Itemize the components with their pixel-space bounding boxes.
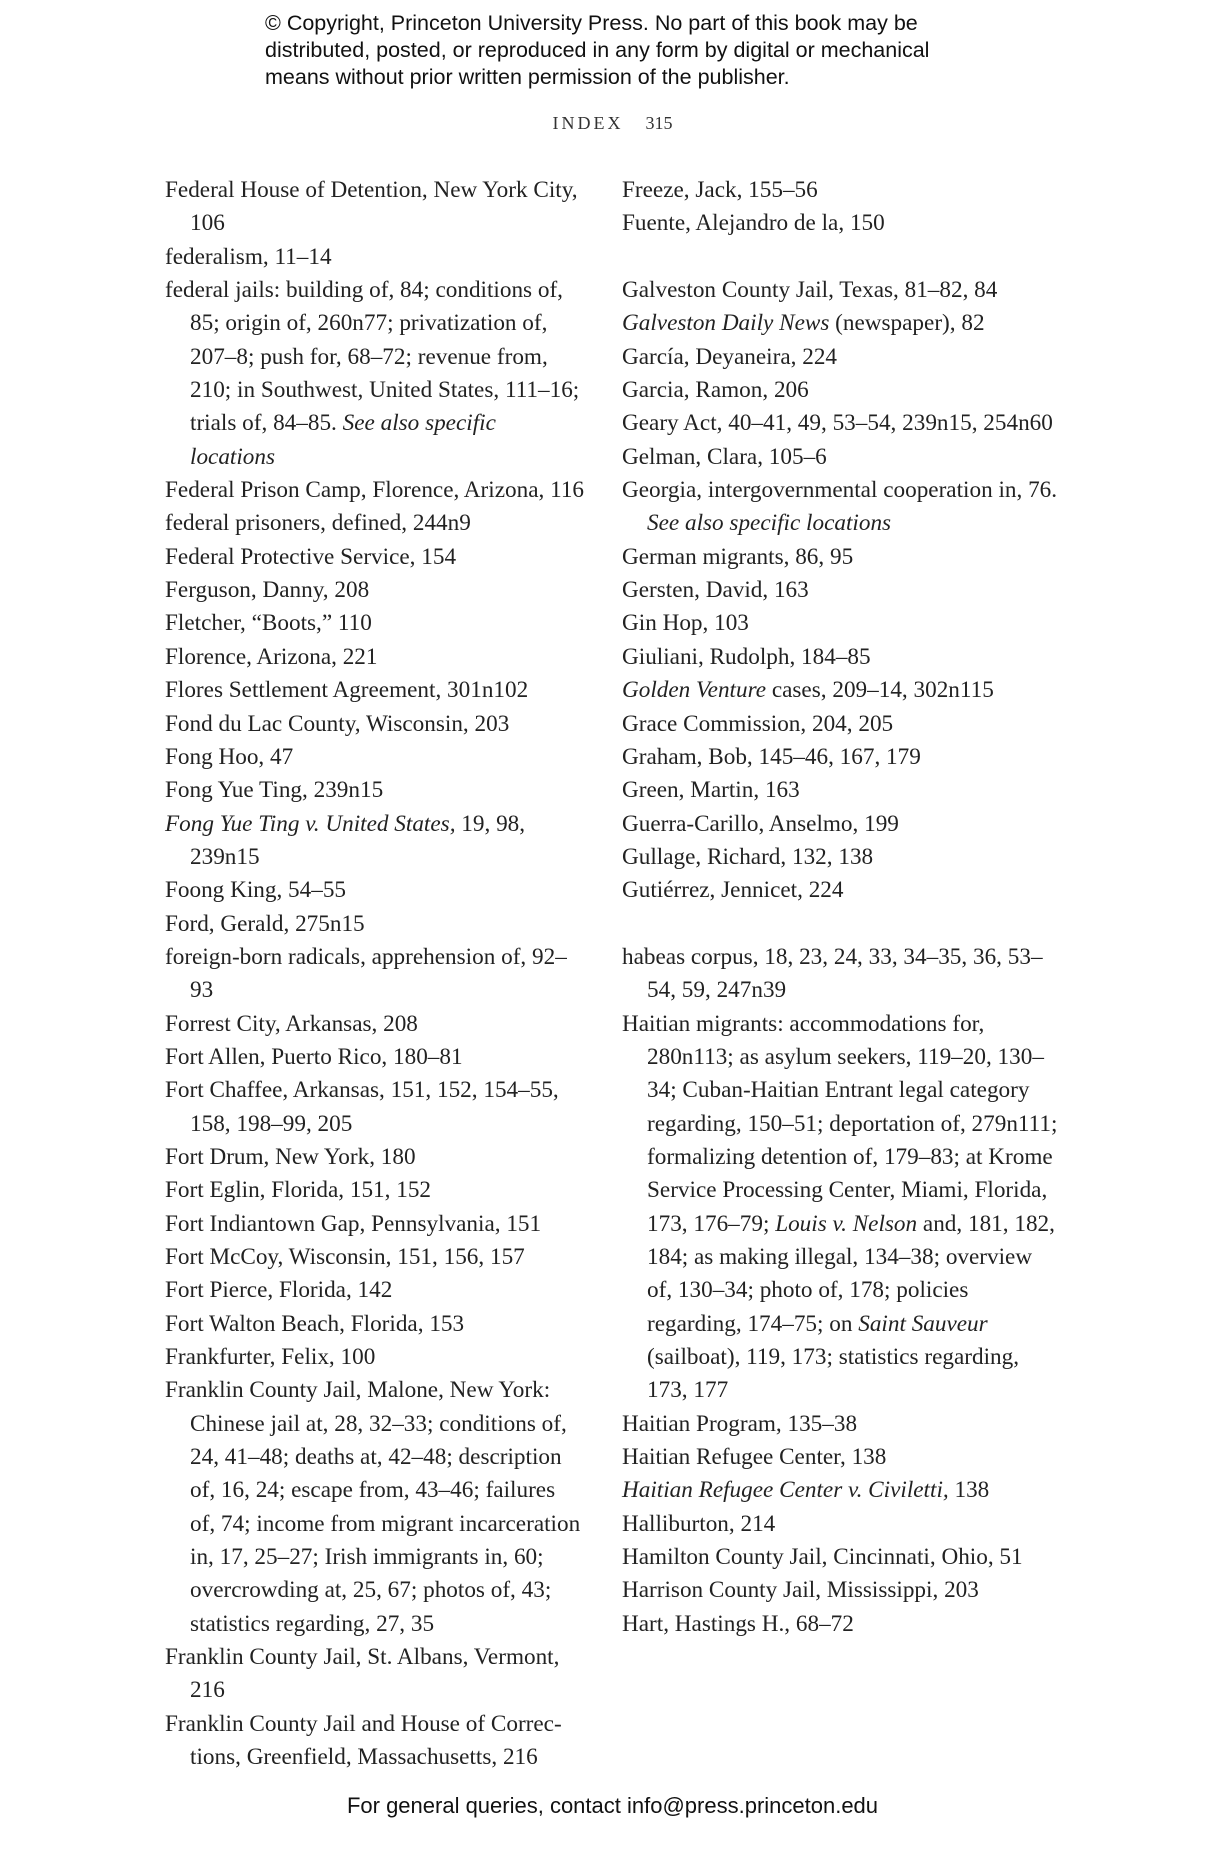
index-entry-italic: Haitian Refugee Center v. Civiletti, <box>622 1477 949 1504</box>
index-entry <box>622 407 1062 440</box>
index-entry <box>622 808 1062 841</box>
letter-gap <box>622 908 1062 941</box>
index-entry-italic: Fong Yue Ting v. United States, <box>165 810 456 837</box>
index-entry <box>165 1008 585 1041</box>
index-entry-text: Gin Hop, 103 <box>622 610 749 637</box>
index-entry-text: Garcia, Ramon, 206 <box>622 377 809 404</box>
index-entry <box>622 574 1062 607</box>
index-entry-text: Graham, Bob, 145–46, 167, 179 <box>622 743 921 770</box>
index-entry <box>165 1174 585 1207</box>
index-entry-text: Fong Yue Ting, 239n15 <box>165 777 384 804</box>
index-entry-italic: See also specific locations <box>647 510 892 537</box>
index-entry-text: German migrants, 86, 95 <box>622 543 854 570</box>
index-entry <box>165 1341 585 1374</box>
index-entry <box>622 274 1062 307</box>
index-entry-text: Foong King, 54–55 <box>165 877 347 904</box>
index-entry <box>622 541 1062 574</box>
index-entry-text: Frankfurter, Felix, 100 <box>165 1344 376 1371</box>
index-entry <box>165 1708 585 1775</box>
index-entry-text: (newspaper), 82 <box>829 310 985 337</box>
index-entry-text: Fort Chaffee, Arkansas, 151, 152, 154–55, 158, 198–99, 205 <box>165 1077 559 1137</box>
index-entry-text: 138 <box>948 1477 990 1504</box>
index-entry <box>622 874 1062 907</box>
index-entry-text: Hamilton County Jail, Cincinnati, Ohio, 51 <box>622 1544 1023 1571</box>
index-entry-text: federal jails: building of, 84; conditions of, 85; origin of, 260n77; privatization of, 207–8; push for, 68–72; revenue from, 210; in Southwest, United States, 111–16; trials of, 84–85. <box>165 277 580 437</box>
index-entry-italic: Golden Venture <box>622 677 767 704</box>
index-entry <box>165 774 585 807</box>
index-entry <box>165 274 585 474</box>
index-entry-text: Galveston County Jail, Texas, 81–82, 84 <box>622 277 998 304</box>
index-entry <box>165 1074 585 1141</box>
index-entry <box>165 1641 585 1708</box>
footer-contact: For general queries, contact info@press.princeton.edu <box>346 1793 879 1818</box>
index-entry <box>165 1208 585 1241</box>
index-entry-text: Green, Martin, 163 <box>622 777 800 804</box>
index-entry-text: Fort Indiantown Gap, Pennsylvania, 151 <box>165 1210 542 1237</box>
index-entry-text: federalism, 11–14 <box>165 243 332 270</box>
index-entry-text: Fuente, Alejandro de la, 150 <box>622 210 885 237</box>
index-entry-text: Ford, Gerald, 275n15 <box>165 910 365 937</box>
index-entry-italic: See also specific locations <box>190 410 496 470</box>
index-entry <box>622 307 1062 340</box>
index-entry-text: Fletcher, “Boots,” 110 <box>165 610 372 637</box>
index-entry-text: Florence, Arizona, 221 <box>165 643 378 670</box>
copyright-line: means without prior written permission of the publisher. <box>265 65 790 89</box>
index-entry <box>165 1141 585 1174</box>
index-entry-text: habeas corpus, 18, 23, 24, 33, 34–35, 36, 53–54, 59, 247n39 <box>622 943 1043 1004</box>
running-head <box>0 113 1225 134</box>
index-entry <box>165 674 585 707</box>
index-entry <box>622 708 1062 741</box>
index-entry <box>165 708 585 741</box>
index-entry <box>165 174 585 241</box>
index-entry-text: Gelman, Clara, 105–6 <box>622 443 827 470</box>
index-entry <box>165 1041 585 1074</box>
index-entry <box>622 841 1062 874</box>
index-entry-text: foreign-born radicals, apprehension of, 92–93 <box>165 943 567 1004</box>
index-entry <box>165 607 585 640</box>
index-entry <box>622 374 1062 407</box>
index-entry <box>165 908 585 941</box>
index-entry <box>165 874 585 907</box>
index-entry-text: (sailboat), 119, 173; statistics regarding, 173, 177 <box>647 1344 1019 1404</box>
index-entry-text: Fort Eglin, Florida, 151, 152 <box>165 1177 432 1204</box>
index-entry <box>165 574 585 607</box>
index-entry-italic: Saint Sauveur <box>858 1310 988 1337</box>
index-entry-text: Franklin County Jail, St. Albans, Vermont, 216 <box>165 1644 560 1704</box>
index-column-left <box>165 174 585 1775</box>
index-entry-text: Haitian migrants: accommodations for, 280n113; as asylum seekers, 119–20, 130–34; Cuban-Haitian Entrant legal category regarding, 150–51; deportation of, 279n111; formalizing detention of, 179–83; at Krome Service Processing Center, Miami, Florida, 173, 176–79; <box>622 1010 1058 1237</box>
index-entry <box>622 341 1062 374</box>
index-entry <box>165 1241 585 1274</box>
index-entry-text: Harrison County Jail, Mississippi, 203 <box>622 1577 979 1604</box>
index-entry <box>165 474 585 507</box>
index-entry-text: Fong Hoo, 47 <box>165 743 294 770</box>
index-entry <box>165 641 585 674</box>
index-entry-text: and, 181, 182, 184; as making illegal, 134–38; overview of, 130–34; photo of, 178; policies regarding, 174–75; on <box>647 1210 1055 1337</box>
index-entry <box>165 1274 585 1307</box>
index-entry <box>165 1308 585 1341</box>
index-entry <box>622 941 1062 1008</box>
index-entry <box>165 741 585 774</box>
index-entry <box>622 1574 1062 1607</box>
index-entry-text: Forrest City, Arkansas, 208 <box>165 1010 418 1037</box>
index-entry-text: Gutiérrez, Jennicet, 224 <box>622 877 844 904</box>
index-entry-text: Franklin County Jail, Malone, New York: Chinese jail at, 28, 32–33; conditions of, 24, 41–48; deaths at, 42–48; description of, 16, 24; escape from, 43–46; failures of, 74; income from migrant incarceration in, 17, 25–27; Irish immigrants in, 60; overcrowding at, 25, 67; photos of, 43; statistics regarding, 27, 35 <box>165 1377 581 1637</box>
index-entry <box>165 1374 585 1641</box>
copyright-line: © Copyright, Princeton University Press. No part of this book may be <box>265 11 918 35</box>
index-entry-italic: Louis v. Nelson <box>775 1210 918 1237</box>
index-entry <box>622 474 1062 541</box>
index-entry-italic: Galveston Daily News <box>622 310 830 337</box>
index-entry-text: Fort Walton Beach, Florida, 153 <box>165 1310 465 1337</box>
index-entry <box>622 1408 1062 1441</box>
index-entry-text: Geary Act, 40–41, 49, 53–54, 239n15, 254n60 <box>622 410 1053 437</box>
index-entry <box>622 1508 1062 1541</box>
index-entry <box>622 1008 1062 1408</box>
index-entry-text: Fond du Lac County, Wisconsin, 203 <box>165 710 510 737</box>
index-entry <box>165 507 585 540</box>
index-entry <box>165 241 585 274</box>
index-entry <box>165 808 585 875</box>
index-entry-text: Fort Allen, Puerto Rico, 180–81 <box>165 1043 463 1070</box>
index-entry-text: Gersten, David, 163 <box>622 577 809 604</box>
index-entry-text: Federal House of Detention, New York City, 106 <box>165 177 578 237</box>
index-entry-text: Fort Drum, New York, 180 <box>165 1143 416 1170</box>
index-entry <box>622 641 1062 674</box>
copyright-line: distributed, posted, or reproduced in any form by digital or mechanical <box>265 38 930 62</box>
index-entry-text: Federal Protective Service, 154 <box>165 543 457 570</box>
index-entry <box>622 1541 1062 1574</box>
index-entry <box>165 941 585 1008</box>
copyright-notice <box>265 10 1025 91</box>
index-entry-text: Guerra-Carillo, Anselmo, 199 <box>622 810 899 837</box>
index-entry-text: federal prisoners, defined, 244n9 <box>165 510 471 537</box>
index-entry <box>622 674 1062 707</box>
index-entry-text: Haitian Refugee Center, 138 <box>622 1444 887 1471</box>
index-entry <box>622 207 1062 240</box>
index-entry <box>622 174 1062 207</box>
index-entry <box>622 441 1062 474</box>
index-entry <box>622 774 1062 807</box>
index-entry-text: 19, 98, 239n15 <box>190 810 526 870</box>
index-column-right <box>622 174 1062 1641</box>
index-entry <box>622 607 1062 640</box>
index-entry-text: cases, 209–14, 302n115 <box>766 677 994 704</box>
letter-gap <box>622 241 1062 274</box>
index-entry-text: Giuliani, Rudolph, 184–85 <box>622 643 871 670</box>
index-entry <box>622 1441 1062 1474</box>
index-entry-text: García, Deyaneira, 224 <box>622 343 838 370</box>
index-entry-text: Haitian Program, 135–38 <box>622 1410 858 1437</box>
index-entry-text: Halliburton, 214 <box>622 1510 776 1537</box>
page-number: 315 <box>645 113 673 133</box>
index-entry-text: Grace Commission, 204, 205 <box>622 710 894 737</box>
index-entry-text: Gullage, Richard, 132, 138 <box>622 843 874 870</box>
index-entry-text: Federal Prison Camp, Florence, Arizona, 116 <box>165 477 585 504</box>
index-entry-text: Georgia, intergovernmental cooperation in, 76. <box>622 477 1058 504</box>
index-entry-text: Flores Settlement Agreement, 301n102 <box>165 677 529 704</box>
running-head-label: INDEX <box>552 113 624 133</box>
index-entry-text: Freeze, Jack, 155–56 <box>622 177 818 203</box>
index-entry-text: Franklin County Jail and House of Correc-tions, Greenfield, Massachusetts, 216 <box>165 1710 562 1771</box>
index-entry <box>165 541 585 574</box>
index-entry-text: Ferguson, Danny, 208 <box>165 577 370 604</box>
index-entry-text: Fort Pierce, Florida, 142 <box>165 1277 393 1304</box>
index-entry-text: Fort McCoy, Wisconsin, 151, 156, 157 <box>165 1244 525 1270</box>
index-entry <box>622 1608 1062 1641</box>
index-entry <box>622 1474 1062 1507</box>
index-entry <box>622 741 1062 774</box>
index-entry-text: Hart, Hastings H., 68–72 <box>622 1610 854 1637</box>
